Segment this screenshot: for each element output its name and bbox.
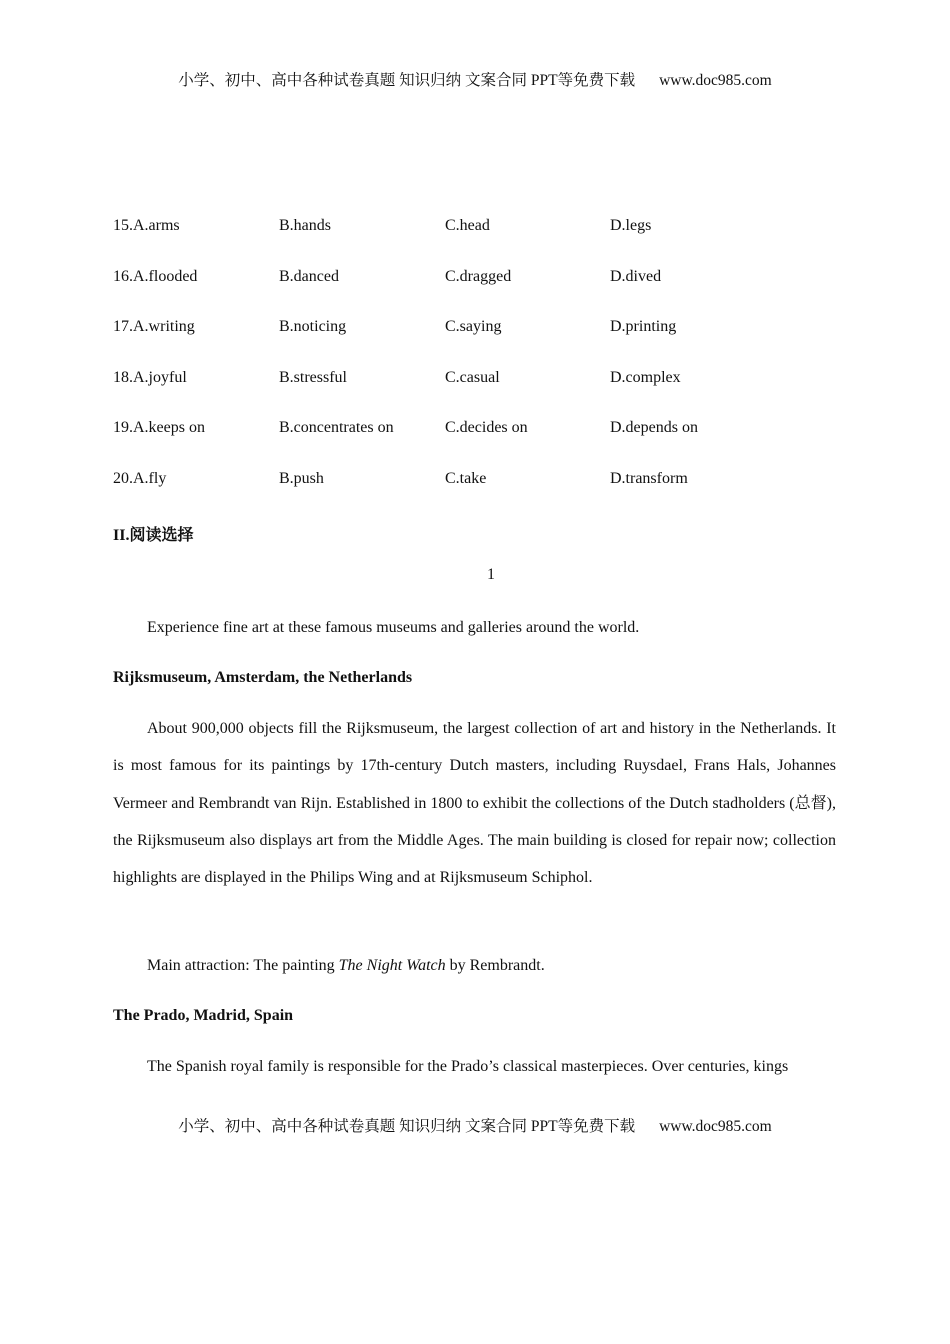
- option-d: D.complex: [610, 368, 681, 386]
- option-a: 15.A.arms: [113, 217, 180, 234]
- option-b: B.concentrates on: [279, 419, 394, 437]
- option-c: C.casual: [445, 368, 500, 386]
- intro-paragraph: Experience fine art at these famous museums and galleries around the world.: [147, 619, 640, 636]
- option-d: D.transform: [610, 469, 688, 487]
- museum2-heading: The Prado, Madrid, Spain: [113, 1007, 294, 1024]
- option-a: 20.A.fly: [113, 469, 167, 487]
- option-b: B.danced: [279, 267, 339, 285]
- museum1-heading: Rijksmuseum, Amsterdam, the Netherlands: [113, 669, 413, 686]
- option-row-15: [113, 217, 853, 268]
- option-d: D.legs: [610, 217, 652, 234]
- museum2-paragraph: The Spanish royal family is responsible for the Prado’s classical masterpieces. Over centuries, kings: [147, 1058, 789, 1075]
- option-c: C.saying: [445, 318, 502, 336]
- option-c: C.head: [445, 217, 490, 234]
- option-c: C.take: [445, 469, 487, 487]
- footer-site-link[interactable]: www.doc985.com: [659, 1118, 772, 1135]
- option-row-19: [113, 419, 853, 470]
- section-title: II.阅读选择: [113, 527, 194, 544]
- footer-text: 小学、初中、高中各种试卷真题 知识归纳 文案合同 PPT等免费下载: [178, 1118, 636, 1135]
- option-b: B.stressful: [279, 368, 347, 386]
- option-row-20: [113, 470, 853, 521]
- option-a: 18.A.joyful: [113, 368, 187, 386]
- option-d: D.depends on: [610, 419, 698, 437]
- option-d: D.printing: [610, 318, 677, 336]
- option-c: C.decides on: [445, 419, 528, 437]
- option-row-18: [113, 369, 853, 420]
- option-a: 16.A.flooded: [113, 267, 198, 285]
- attraction-suffix: by Rembrandt.: [445, 957, 545, 974]
- attraction-title: The Night Watch: [338, 957, 446, 974]
- museum1-paragraph: About 900,000 objects fill the Rijksmuseum, the largest collection of art and history in the Netherlands. It is most famous for its paintings by 17th-century Dutch masters, including Ruysdael, Frans Hals, Johannes Vermeer and Rembrandt van Rijn. Established in 1800 to exhibit the collections of the Dutch stadholders (总督), the Rijksmuseum also displays art from the Middle Ages. The main building is closed for repair now; collection highlights are displayed in the Philips Wing and at Rijksmuseum Schiphol.: [113, 720, 836, 887]
- page-footer: [0, 1114, 950, 1136]
- option-row-17: [113, 318, 853, 369]
- header-site-link[interactable]: www.doc985.com: [659, 72, 772, 89]
- passage-number: 1: [487, 566, 495, 583]
- page-header: [0, 68, 950, 90]
- option-list: [113, 217, 853, 521]
- option-b: B.hands: [279, 217, 331, 234]
- option-c: C.dragged: [445, 267, 512, 285]
- option-a: 19.A.keeps on: [113, 419, 205, 437]
- option-d: D.dived: [610, 267, 662, 285]
- header-text: 小学、初中、高中各种试卷真题 知识归纳 文案合同 PPT等免费下载: [178, 72, 636, 89]
- museum1-attraction: [113, 947, 836, 984]
- option-b: B.push: [279, 469, 324, 487]
- option-row-16: [113, 268, 853, 319]
- option-a: 17.A.writing: [113, 318, 195, 336]
- option-b: B.noticing: [279, 318, 347, 336]
- attraction-prefix: Main attraction: The painting: [147, 957, 339, 974]
